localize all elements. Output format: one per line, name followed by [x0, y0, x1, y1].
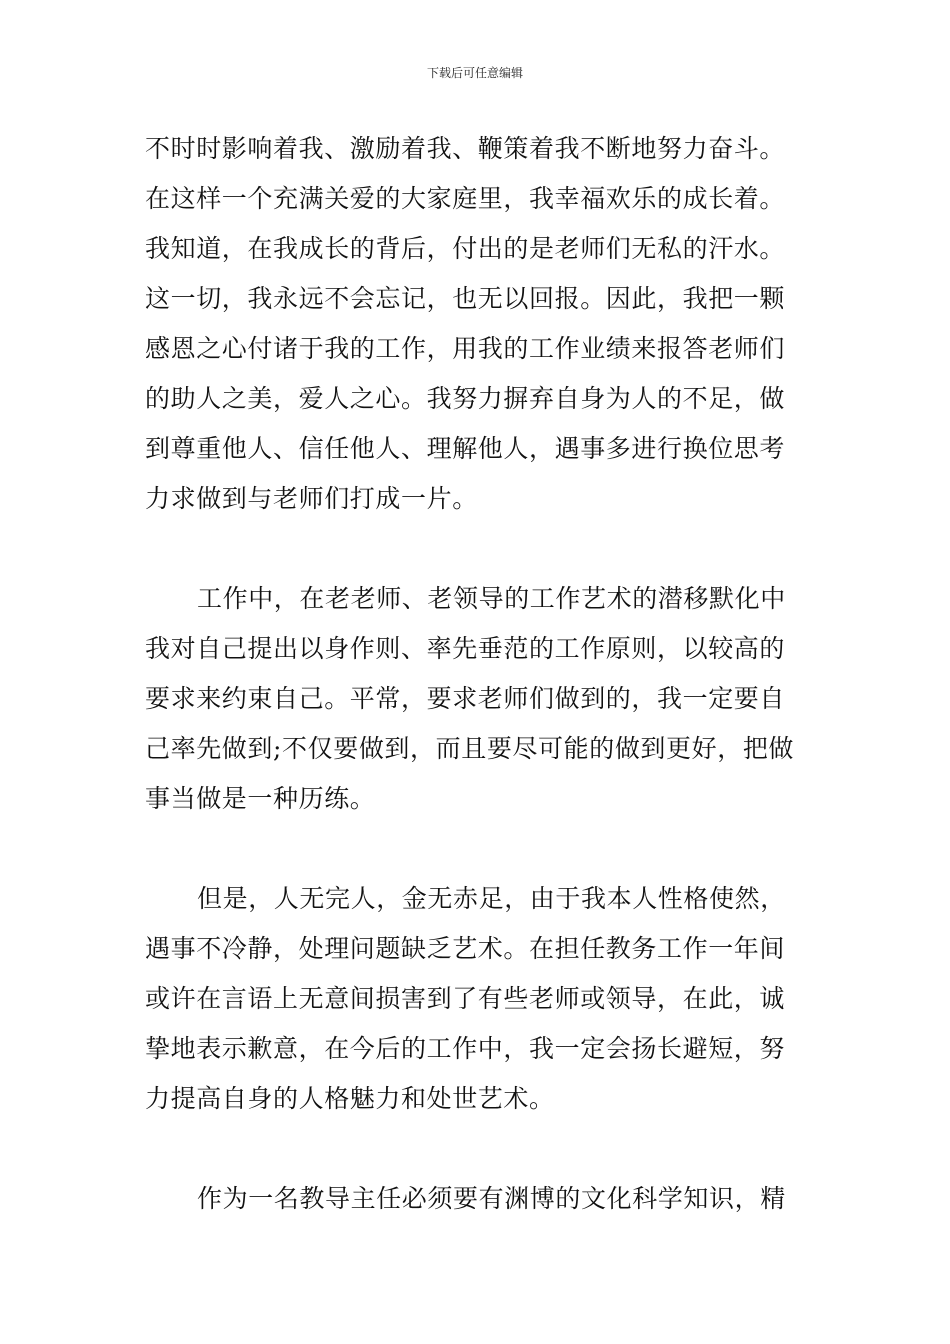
paragraph-1	[145, 124, 815, 524]
text-line: 己率先做到;不仅要做到，而且要尽可能的做到更好，把做	[145, 734, 795, 763]
text-line: 我对自己提出以身作则、率先垂范的工作原则，以较高的	[145, 634, 786, 663]
text-line: 不时时影响着我、激励着我、鞭策着我不断地努力奋斗。	[145, 134, 786, 163]
text-line: 感恩之心付诸于我的工作，用我的工作业绩来报答老师们	[145, 334, 786, 363]
text-line: 但是，人无完人，金无赤足，由于我本人性格使然，	[197, 884, 786, 913]
paragraph-3	[145, 874, 815, 1124]
text-line: 在这样一个充满关爱的大家庭里，我幸福欢乐的成长着。	[145, 184, 786, 213]
text-line: 到尊重他人、信任他人、理解他人，遇事多进行换位思考	[145, 434, 786, 463]
text-line: 工作中，在老老师、老领导的工作艺术的潜移默化中	[197, 584, 786, 613]
text-line: 或许在言语上无意间损害到了有些老师或领导，在此，诚	[145, 984, 786, 1013]
paragraph-gap	[145, 824, 815, 874]
text-line: 遇事不冷静，处理问题缺乏艺术。在担任教务工作一年间	[145, 934, 786, 963]
paragraph-gap	[145, 1124, 815, 1174]
text-line: 要求来约束自己。平常，要求老师们做到的，我一定要自	[145, 684, 786, 713]
document-body	[145, 124, 815, 1224]
paragraph-4	[145, 1174, 815, 1224]
text-line: 这一切，我永远不会忘记，也无以回报。因此，我把一颗	[145, 284, 786, 313]
text-line: 作为一名教导主任必须要有渊博的文化科学知识，精	[197, 1184, 786, 1213]
page-header-note: 下载后可任意编辑	[426, 66, 523, 80]
text-line: 力求做到与老师们打成一片。	[145, 484, 478, 513]
text-line: 事当做是一种历练。	[145, 784, 376, 813]
text-line: 力提高自身的人格魅力和处世艺术。	[145, 1084, 555, 1113]
paragraph-gap	[145, 524, 815, 574]
text-line: 挚地表示歉意，在今后的工作中，我一定会扬长避短，努	[145, 1034, 786, 1063]
text-line: 的助人之美，爱人之心。我努力摒弃自身为人的不足，做	[145, 384, 786, 413]
paragraph-2	[145, 574, 815, 824]
text-line: 我知道，在我成长的背后，付出的是老师们无私的汗水。	[145, 234, 786, 263]
